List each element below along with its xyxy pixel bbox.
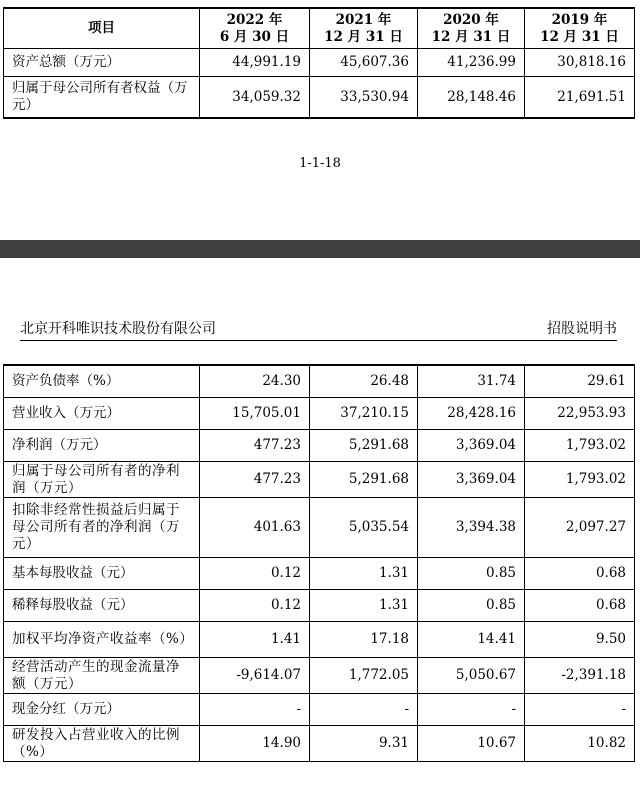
cell-value: 9.31 bbox=[310, 726, 418, 762]
cell-value: 17.18 bbox=[310, 622, 418, 658]
cell-value: 31.74 bbox=[418, 365, 525, 398]
cell-value: 0.68 bbox=[525, 558, 635, 590]
cell-value: 0.85 bbox=[418, 590, 525, 622]
cell-value: 14.41 bbox=[418, 622, 525, 658]
cell-value: 3,369.04 bbox=[418, 462, 525, 498]
cell-value: 29.61 bbox=[525, 365, 635, 398]
row-label: 研发投入占营业收入的比例（%） bbox=[4, 726, 200, 762]
cell-value: 9.50 bbox=[525, 622, 635, 658]
header-2022-jun: 2022 年 6 月 30 日 bbox=[200, 8, 310, 49]
cell-value: - bbox=[418, 694, 525, 726]
cell-value: 401.63 bbox=[200, 498, 310, 558]
cell-value: 28,148.46 bbox=[418, 77, 525, 119]
cell-value: 14.90 bbox=[200, 726, 310, 762]
cell-value: - bbox=[200, 694, 310, 726]
cell-value: 22,953.93 bbox=[525, 398, 635, 430]
balance-summary-table bbox=[3, 7, 635, 119]
header-item: 项目 bbox=[4, 8, 200, 49]
page-separator bbox=[0, 240, 640, 258]
cell-value: 477.23 bbox=[200, 462, 310, 498]
cell-value: 26.48 bbox=[310, 365, 418, 398]
document-type: 招股说明书 bbox=[547, 321, 617, 337]
company-name: 北京开科唯识技术股份有限公司 bbox=[20, 321, 216, 337]
cell-value: 30,818.16 bbox=[525, 49, 635, 77]
cell-value: 45,607.36 bbox=[310, 49, 418, 77]
financial-indicators-table bbox=[3, 364, 635, 762]
row-label: 归属于母公司所有者的净利润（万元） bbox=[4, 462, 200, 498]
cell-value: 5,291.68 bbox=[310, 462, 418, 498]
cell-value: 3,394.38 bbox=[418, 498, 525, 558]
cell-value: 1.41 bbox=[200, 622, 310, 658]
cell-value: 1,772.05 bbox=[310, 658, 418, 694]
cell-value: 0.12 bbox=[200, 558, 310, 590]
cell-value: 15,705.01 bbox=[200, 398, 310, 430]
table-row bbox=[4, 726, 635, 762]
cell-value: 33,530.94 bbox=[310, 77, 418, 119]
document-header bbox=[20, 318, 617, 341]
header-2021-dec: 2021 年 12 月 31 日 bbox=[310, 8, 418, 49]
cell-value: 477.23 bbox=[200, 430, 310, 462]
page-number: 1-1-18 bbox=[299, 156, 341, 171]
cell-value: 5,035.54 bbox=[310, 498, 418, 558]
table-row bbox=[4, 590, 635, 622]
cell-value: 24.30 bbox=[200, 365, 310, 398]
row-label: 现金分红（万元） bbox=[4, 694, 200, 726]
cell-value: 10.67 bbox=[418, 726, 525, 762]
table-row bbox=[4, 430, 635, 462]
header-2019-dec: 2019 年 12 月 31 日 bbox=[525, 8, 635, 49]
cell-value: 2,097.27 bbox=[525, 498, 635, 558]
cell-value: - bbox=[525, 694, 635, 726]
row-label: 营业收入（万元） bbox=[4, 398, 200, 430]
cell-value: - bbox=[310, 694, 418, 726]
cell-value: 0.85 bbox=[418, 558, 525, 590]
table-row bbox=[4, 462, 635, 498]
row-label: 净利润（万元） bbox=[4, 430, 200, 462]
cell-value: 5,291.68 bbox=[310, 430, 418, 462]
cell-value: 3,369.04 bbox=[418, 430, 525, 462]
row-label: 归属于母公司所有者权益（万元） bbox=[4, 77, 200, 119]
table-row bbox=[4, 622, 635, 658]
table-row bbox=[4, 694, 635, 726]
cell-value: 5,050.67 bbox=[418, 658, 525, 694]
table-row bbox=[4, 558, 635, 590]
cell-value: -9,614.07 bbox=[200, 658, 310, 694]
table-row bbox=[4, 498, 635, 558]
row-label: 基本每股收益（元） bbox=[4, 558, 200, 590]
row-label: 加权平均净资产收益率（%） bbox=[4, 622, 200, 658]
cell-value: 1.31 bbox=[310, 558, 418, 590]
cell-value: 37,210.15 bbox=[310, 398, 418, 430]
table-row bbox=[4, 49, 635, 77]
header-2020-dec: 2020 年 12 月 31 日 bbox=[418, 8, 525, 49]
table-header-row bbox=[4, 8, 635, 49]
table-row bbox=[4, 77, 635, 119]
row-label: 资产负债率（%） bbox=[4, 365, 200, 398]
cell-value: 1.31 bbox=[310, 590, 418, 622]
table-row bbox=[4, 398, 635, 430]
cell-value: 1,793.02 bbox=[525, 430, 635, 462]
row-label: 稀释每股收益（元） bbox=[4, 590, 200, 622]
cell-value: 10.82 bbox=[525, 726, 635, 762]
cell-value: 34,059.32 bbox=[200, 77, 310, 119]
table-row bbox=[4, 658, 635, 694]
cell-value: -2,391.18 bbox=[525, 658, 635, 694]
cell-value: 28,428.16 bbox=[418, 398, 525, 430]
cell-value: 21,691.51 bbox=[525, 77, 635, 119]
table-row bbox=[4, 365, 635, 398]
cell-value: 1,793.02 bbox=[525, 462, 635, 498]
cell-value: 0.12 bbox=[200, 590, 310, 622]
cell-value: 0.68 bbox=[525, 590, 635, 622]
row-label: 经营活动产生的现金流量净额（万元） bbox=[4, 658, 200, 694]
cell-value: 41,236.99 bbox=[418, 49, 525, 77]
row-label: 扣除非经常性损益后归属于母公司所有者的净利润（万元） bbox=[4, 498, 200, 558]
row-label: 资产总额（万元） bbox=[4, 49, 200, 77]
cell-value: 44,991.19 bbox=[200, 49, 310, 77]
